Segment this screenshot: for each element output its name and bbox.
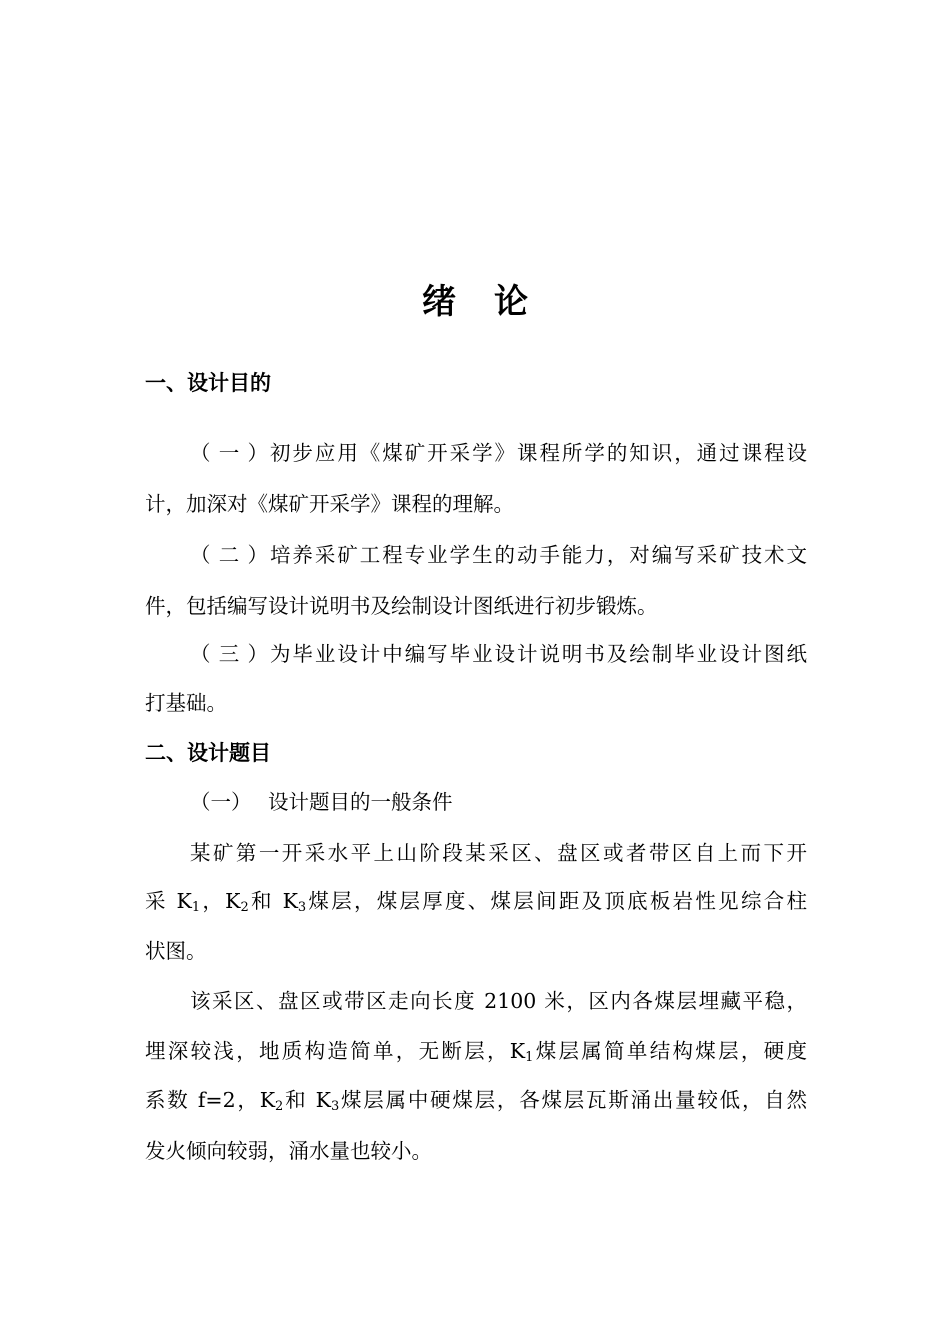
title-char-1: 绪	[422, 282, 456, 322]
paragraph-line: 系数 f=2，$K_2$和 $K_3$煤层属中硬煤层，各煤层瓦斯涌出量较低，自然	[145, 1088, 807, 1114]
item-number: （一）	[190, 441, 268, 465]
paragraph-line	[190, 639, 807, 669]
paragraph-line: 发火倾向较弱，涌水量也较小。	[145, 1139, 432, 1163]
paragraph-line: 采 $K_1$，$K_2$和 $K_3$煤层，煤层厚度、煤层间距及顶底板岩性见综合柱	[145, 889, 807, 915]
section-heading-1: 一、设计目的	[145, 371, 271, 395]
section-heading-2: 二、设计题目	[145, 741, 271, 765]
subsection-heading	[190, 787, 807, 817]
item-text: 设计题目的一般条件	[268, 790, 453, 814]
paragraph-line: 计，加深对《煤矿开采学》课程的理解。	[145, 492, 514, 516]
paragraph-line	[190, 438, 807, 468]
paragraph-line	[190, 540, 807, 570]
paragraph-line: 该采区、盘区或带区走向长度 2100 米，区内各煤层埋藏平稳，	[190, 989, 807, 1013]
paragraph-line: 状图。	[145, 939, 207, 963]
paragraph-line: 某矿第一开采水平上山阶段某采区、盘区或者带区自上而下开	[190, 841, 807, 865]
paragraph-line: 件，包括编写设计说明书及绘制设计图纸进行初步锻炼。	[145, 594, 658, 618]
paragraph-line: 埋深较浅，地质构造简单，无断层，$K_1$煤层属简单结构煤层，硬度	[145, 1039, 807, 1065]
item-number: （一）	[190, 790, 252, 814]
page-title	[0, 278, 950, 326]
item-text: 初步应用《煤矿开采学》课程所学的知识，通过课程设	[268, 441, 807, 465]
paragraph-line: 打基础。	[145, 691, 227, 715]
item-number: （三）	[190, 642, 268, 666]
item-text: 为毕业设计中编写毕业设计说明书及绘制毕业设计图纸	[268, 642, 807, 666]
title-char-2: 论	[494, 282, 528, 322]
item-text: 培养采矿工程专业学生的动手能力，对编写采矿技术文	[268, 543, 807, 567]
item-number: （二）	[190, 543, 268, 567]
